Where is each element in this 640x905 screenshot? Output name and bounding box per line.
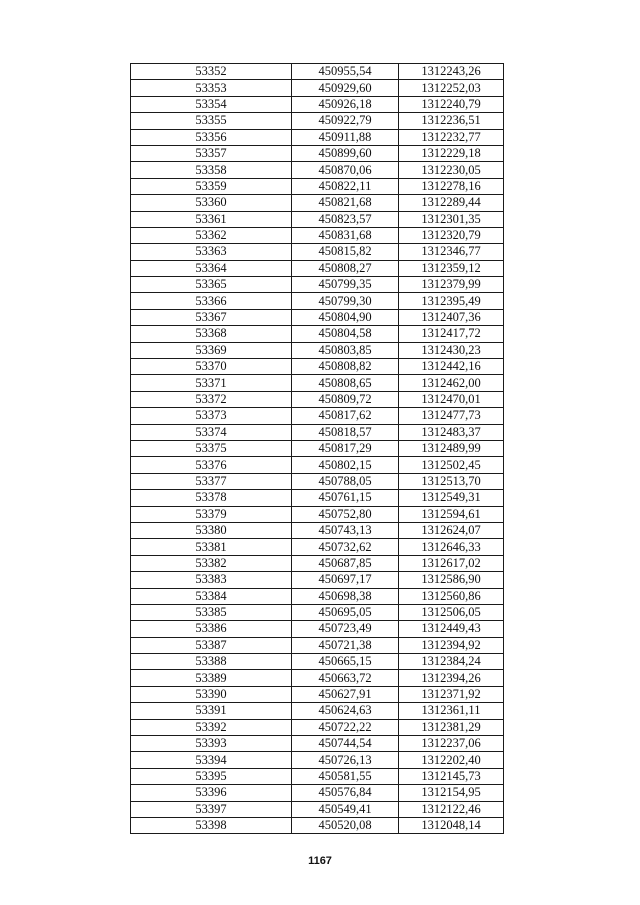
y-coordinate-cell: 1312301,35: [399, 211, 504, 227]
point-number-cell: 53359: [131, 178, 292, 194]
point-number-cell: 53392: [131, 719, 292, 735]
table-row: [131, 604, 504, 620]
y-coordinate-cell: 1312586,90: [399, 572, 504, 588]
y-coordinate-cell: 1312430,23: [399, 342, 504, 358]
point-number-cell: 53398: [131, 817, 292, 833]
table-row: [131, 506, 504, 522]
table-row: [131, 260, 504, 276]
table-row: [131, 473, 504, 489]
y-coordinate-cell: 1312145,73: [399, 768, 504, 784]
table-row: [131, 375, 504, 391]
table-row: [131, 277, 504, 293]
table-row: [131, 408, 504, 424]
point-number-cell: 53355: [131, 113, 292, 129]
table-row: [131, 801, 504, 817]
point-number-cell: 53376: [131, 457, 292, 473]
table-row: [131, 145, 504, 161]
point-number-cell: 53373: [131, 408, 292, 424]
table-row: [131, 162, 504, 178]
table-row: [131, 637, 504, 653]
x-coordinate-cell: 450744,54: [292, 736, 399, 752]
x-coordinate-cell: 450695,05: [292, 604, 399, 620]
x-coordinate-cell: 450817,62: [292, 408, 399, 424]
table-row: [131, 326, 504, 342]
point-number-cell: 53368: [131, 326, 292, 342]
x-coordinate-cell: 450663,72: [292, 670, 399, 686]
x-coordinate-cell: 450804,58: [292, 326, 399, 342]
x-coordinate-cell: 450752,80: [292, 506, 399, 522]
y-coordinate-cell: 1312237,06: [399, 736, 504, 752]
point-number-cell: 53365: [131, 277, 292, 293]
y-coordinate-cell: 1312394,92: [399, 637, 504, 653]
x-coordinate-cell: 450627,91: [292, 686, 399, 702]
x-coordinate-cell: 450822,11: [292, 178, 399, 194]
y-coordinate-cell: 1312252,03: [399, 80, 504, 96]
x-coordinate-cell: 450831,68: [292, 227, 399, 243]
point-number-cell: 53384: [131, 588, 292, 604]
point-number-cell: 53353: [131, 80, 292, 96]
point-number-cell: 53354: [131, 96, 292, 112]
x-coordinate-cell: 450799,30: [292, 293, 399, 309]
y-coordinate-cell: 1312489,99: [399, 440, 504, 456]
point-number-cell: 53364: [131, 260, 292, 276]
point-number-cell: 53377: [131, 473, 292, 489]
table-row: [131, 227, 504, 243]
point-number-cell: 53367: [131, 309, 292, 325]
y-coordinate-cell: 1312381,29: [399, 719, 504, 735]
y-coordinate-cell: 1312236,51: [399, 113, 504, 129]
y-coordinate-cell: 1312240,79: [399, 96, 504, 112]
point-number-cell: 53389: [131, 670, 292, 686]
table-row: [131, 178, 504, 194]
point-number-cell: 53390: [131, 686, 292, 702]
point-number-cell: 53394: [131, 752, 292, 768]
point-number-cell: 53380: [131, 522, 292, 538]
point-number-cell: 53375: [131, 440, 292, 456]
table-row: [131, 195, 504, 211]
y-coordinate-cell: 1312617,02: [399, 555, 504, 571]
table-row: [131, 621, 504, 637]
y-coordinate-cell: 1312594,61: [399, 506, 504, 522]
x-coordinate-cell: 450576,84: [292, 785, 399, 801]
x-coordinate-cell: 450823,57: [292, 211, 399, 227]
x-coordinate-cell: 450520,08: [292, 817, 399, 833]
table-row: [131, 293, 504, 309]
x-coordinate-cell: 450802,15: [292, 457, 399, 473]
y-coordinate-cell: 1312243,26: [399, 64, 504, 80]
y-coordinate-cell: 1312232,77: [399, 129, 504, 145]
x-coordinate-cell: 450665,15: [292, 654, 399, 670]
point-number-cell: 53387: [131, 637, 292, 653]
y-coordinate-cell: 1312462,00: [399, 375, 504, 391]
point-number-cell: 53393: [131, 736, 292, 752]
table-row: [131, 572, 504, 588]
y-coordinate-cell: 1312407,36: [399, 309, 504, 325]
table-row: [131, 539, 504, 555]
y-coordinate-cell: 1312624,07: [399, 522, 504, 538]
x-coordinate-cell: 450799,35: [292, 277, 399, 293]
x-coordinate-cell: 450723,49: [292, 621, 399, 637]
point-number-cell: 53381: [131, 539, 292, 555]
table-row: [131, 719, 504, 735]
y-coordinate-cell: 1312154,95: [399, 785, 504, 801]
table-row: [131, 80, 504, 96]
y-coordinate-cell: 1312394,26: [399, 670, 504, 686]
x-coordinate-cell: 450911,88: [292, 129, 399, 145]
x-coordinate-cell: 450808,65: [292, 375, 399, 391]
x-coordinate-cell: 450687,85: [292, 555, 399, 571]
x-coordinate-cell: 450809,72: [292, 391, 399, 407]
y-coordinate-cell: 1312202,40: [399, 752, 504, 768]
y-coordinate-cell: 1312560,86: [399, 588, 504, 604]
table-row: [131, 391, 504, 407]
table-row: [131, 96, 504, 112]
table-row: [131, 129, 504, 145]
point-number-cell: 53386: [131, 621, 292, 637]
table-row: [131, 64, 504, 80]
point-number-cell: 53388: [131, 654, 292, 670]
table-row: [131, 211, 504, 227]
x-coordinate-cell: 450808,82: [292, 359, 399, 375]
point-number-cell: 53362: [131, 227, 292, 243]
x-coordinate-cell: 450581,55: [292, 768, 399, 784]
page-number: 1167: [308, 855, 332, 867]
table-row: [131, 113, 504, 129]
y-coordinate-cell: 1312449,43: [399, 621, 504, 637]
table-row: [131, 522, 504, 538]
x-coordinate-cell: 450803,85: [292, 342, 399, 358]
y-coordinate-cell: 1312048,14: [399, 817, 504, 833]
table-row: [131, 555, 504, 571]
y-coordinate-cell: 1312417,72: [399, 326, 504, 342]
x-coordinate-cell: 450726,13: [292, 752, 399, 768]
y-coordinate-cell: 1312346,77: [399, 244, 504, 260]
x-coordinate-cell: 450955,54: [292, 64, 399, 80]
table-row: [131, 736, 504, 752]
y-coordinate-cell: 1312278,16: [399, 178, 504, 194]
table-row: [131, 768, 504, 784]
y-coordinate-cell: 1312379,99: [399, 277, 504, 293]
y-coordinate-cell: 1312442,16: [399, 359, 504, 375]
x-coordinate-cell: 450697,17: [292, 572, 399, 588]
y-coordinate-cell: 1312477,73: [399, 408, 504, 424]
point-number-cell: 53356: [131, 129, 292, 145]
point-number-cell: 53378: [131, 490, 292, 506]
point-number-cell: 53358: [131, 162, 292, 178]
point-number-cell: 53371: [131, 375, 292, 391]
y-coordinate-cell: 1312502,45: [399, 457, 504, 473]
point-number-cell: 53374: [131, 424, 292, 440]
point-number-cell: 53385: [131, 604, 292, 620]
x-coordinate-cell: 450698,38: [292, 588, 399, 604]
y-coordinate-cell: 1312646,33: [399, 539, 504, 555]
point-number-cell: 53379: [131, 506, 292, 522]
point-number-cell: 53397: [131, 801, 292, 817]
point-number-cell: 53395: [131, 768, 292, 784]
x-coordinate-cell: 450624,63: [292, 703, 399, 719]
y-coordinate-cell: 1312483,37: [399, 424, 504, 440]
table-row: [131, 654, 504, 670]
y-coordinate-cell: 1312229,18: [399, 145, 504, 161]
x-coordinate-cell: 450721,38: [292, 637, 399, 653]
x-coordinate-cell: 450743,13: [292, 522, 399, 538]
x-coordinate-cell: 450926,18: [292, 96, 399, 112]
x-coordinate-cell: 450549,41: [292, 801, 399, 817]
table-row: [131, 686, 504, 702]
table-row: [131, 817, 504, 833]
point-number-cell: 53369: [131, 342, 292, 358]
table-row: [131, 244, 504, 260]
table-row: [131, 490, 504, 506]
x-coordinate-cell: 450761,15: [292, 490, 399, 506]
x-coordinate-cell: 450722,22: [292, 719, 399, 735]
y-coordinate-cell: 1312320,79: [399, 227, 504, 243]
y-coordinate-cell: 1312506,05: [399, 604, 504, 620]
point-number-cell: 53370: [131, 359, 292, 375]
y-coordinate-cell: 1312384,24: [399, 654, 504, 670]
point-number-cell: 53391: [131, 703, 292, 719]
table-row: [131, 785, 504, 801]
table-row: [131, 440, 504, 456]
x-coordinate-cell: 450804,90: [292, 309, 399, 325]
point-number-cell: 53396: [131, 785, 292, 801]
point-number-cell: 53382: [131, 555, 292, 571]
point-number-cell: 53383: [131, 572, 292, 588]
point-number-cell: 53360: [131, 195, 292, 211]
point-number-cell: 53372: [131, 391, 292, 407]
table-row: [131, 703, 504, 719]
x-coordinate-cell: 450732,62: [292, 539, 399, 555]
coordinates-table-body: [131, 64, 504, 834]
y-coordinate-cell: 1312230,05: [399, 162, 504, 178]
coordinates-table: [130, 63, 504, 834]
x-coordinate-cell: 450922,79: [292, 113, 399, 129]
point-number-cell: 53352: [131, 64, 292, 80]
y-coordinate-cell: 1312122,46: [399, 801, 504, 817]
table-row: [131, 752, 504, 768]
table-row: [131, 457, 504, 473]
x-coordinate-cell: 450817,29: [292, 440, 399, 456]
table-row: [131, 670, 504, 686]
x-coordinate-cell: 450815,82: [292, 244, 399, 260]
y-coordinate-cell: 1312549,31: [399, 490, 504, 506]
y-coordinate-cell: 1312359,12: [399, 260, 504, 276]
y-coordinate-cell: 1312395,49: [399, 293, 504, 309]
x-coordinate-cell: 450808,27: [292, 260, 399, 276]
y-coordinate-cell: 1312289,44: [399, 195, 504, 211]
y-coordinate-cell: 1312513,70: [399, 473, 504, 489]
x-coordinate-cell: 450870,06: [292, 162, 399, 178]
x-coordinate-cell: 450821,68: [292, 195, 399, 211]
x-coordinate-cell: 450899,60: [292, 145, 399, 161]
table-row: [131, 424, 504, 440]
table-row: [131, 359, 504, 375]
point-number-cell: 53363: [131, 244, 292, 260]
point-number-cell: 53361: [131, 211, 292, 227]
x-coordinate-cell: 450929,60: [292, 80, 399, 96]
y-coordinate-cell: 1312361,11: [399, 703, 504, 719]
table-row: [131, 342, 504, 358]
point-number-cell: 53366: [131, 293, 292, 309]
y-coordinate-cell: 1312371,92: [399, 686, 504, 702]
y-coordinate-cell: 1312470,01: [399, 391, 504, 407]
x-coordinate-cell: 450818,57: [292, 424, 399, 440]
point-number-cell: 53357: [131, 145, 292, 161]
table-row: [131, 309, 504, 325]
table-row: [131, 588, 504, 604]
x-coordinate-cell: 450788,05: [292, 473, 399, 489]
